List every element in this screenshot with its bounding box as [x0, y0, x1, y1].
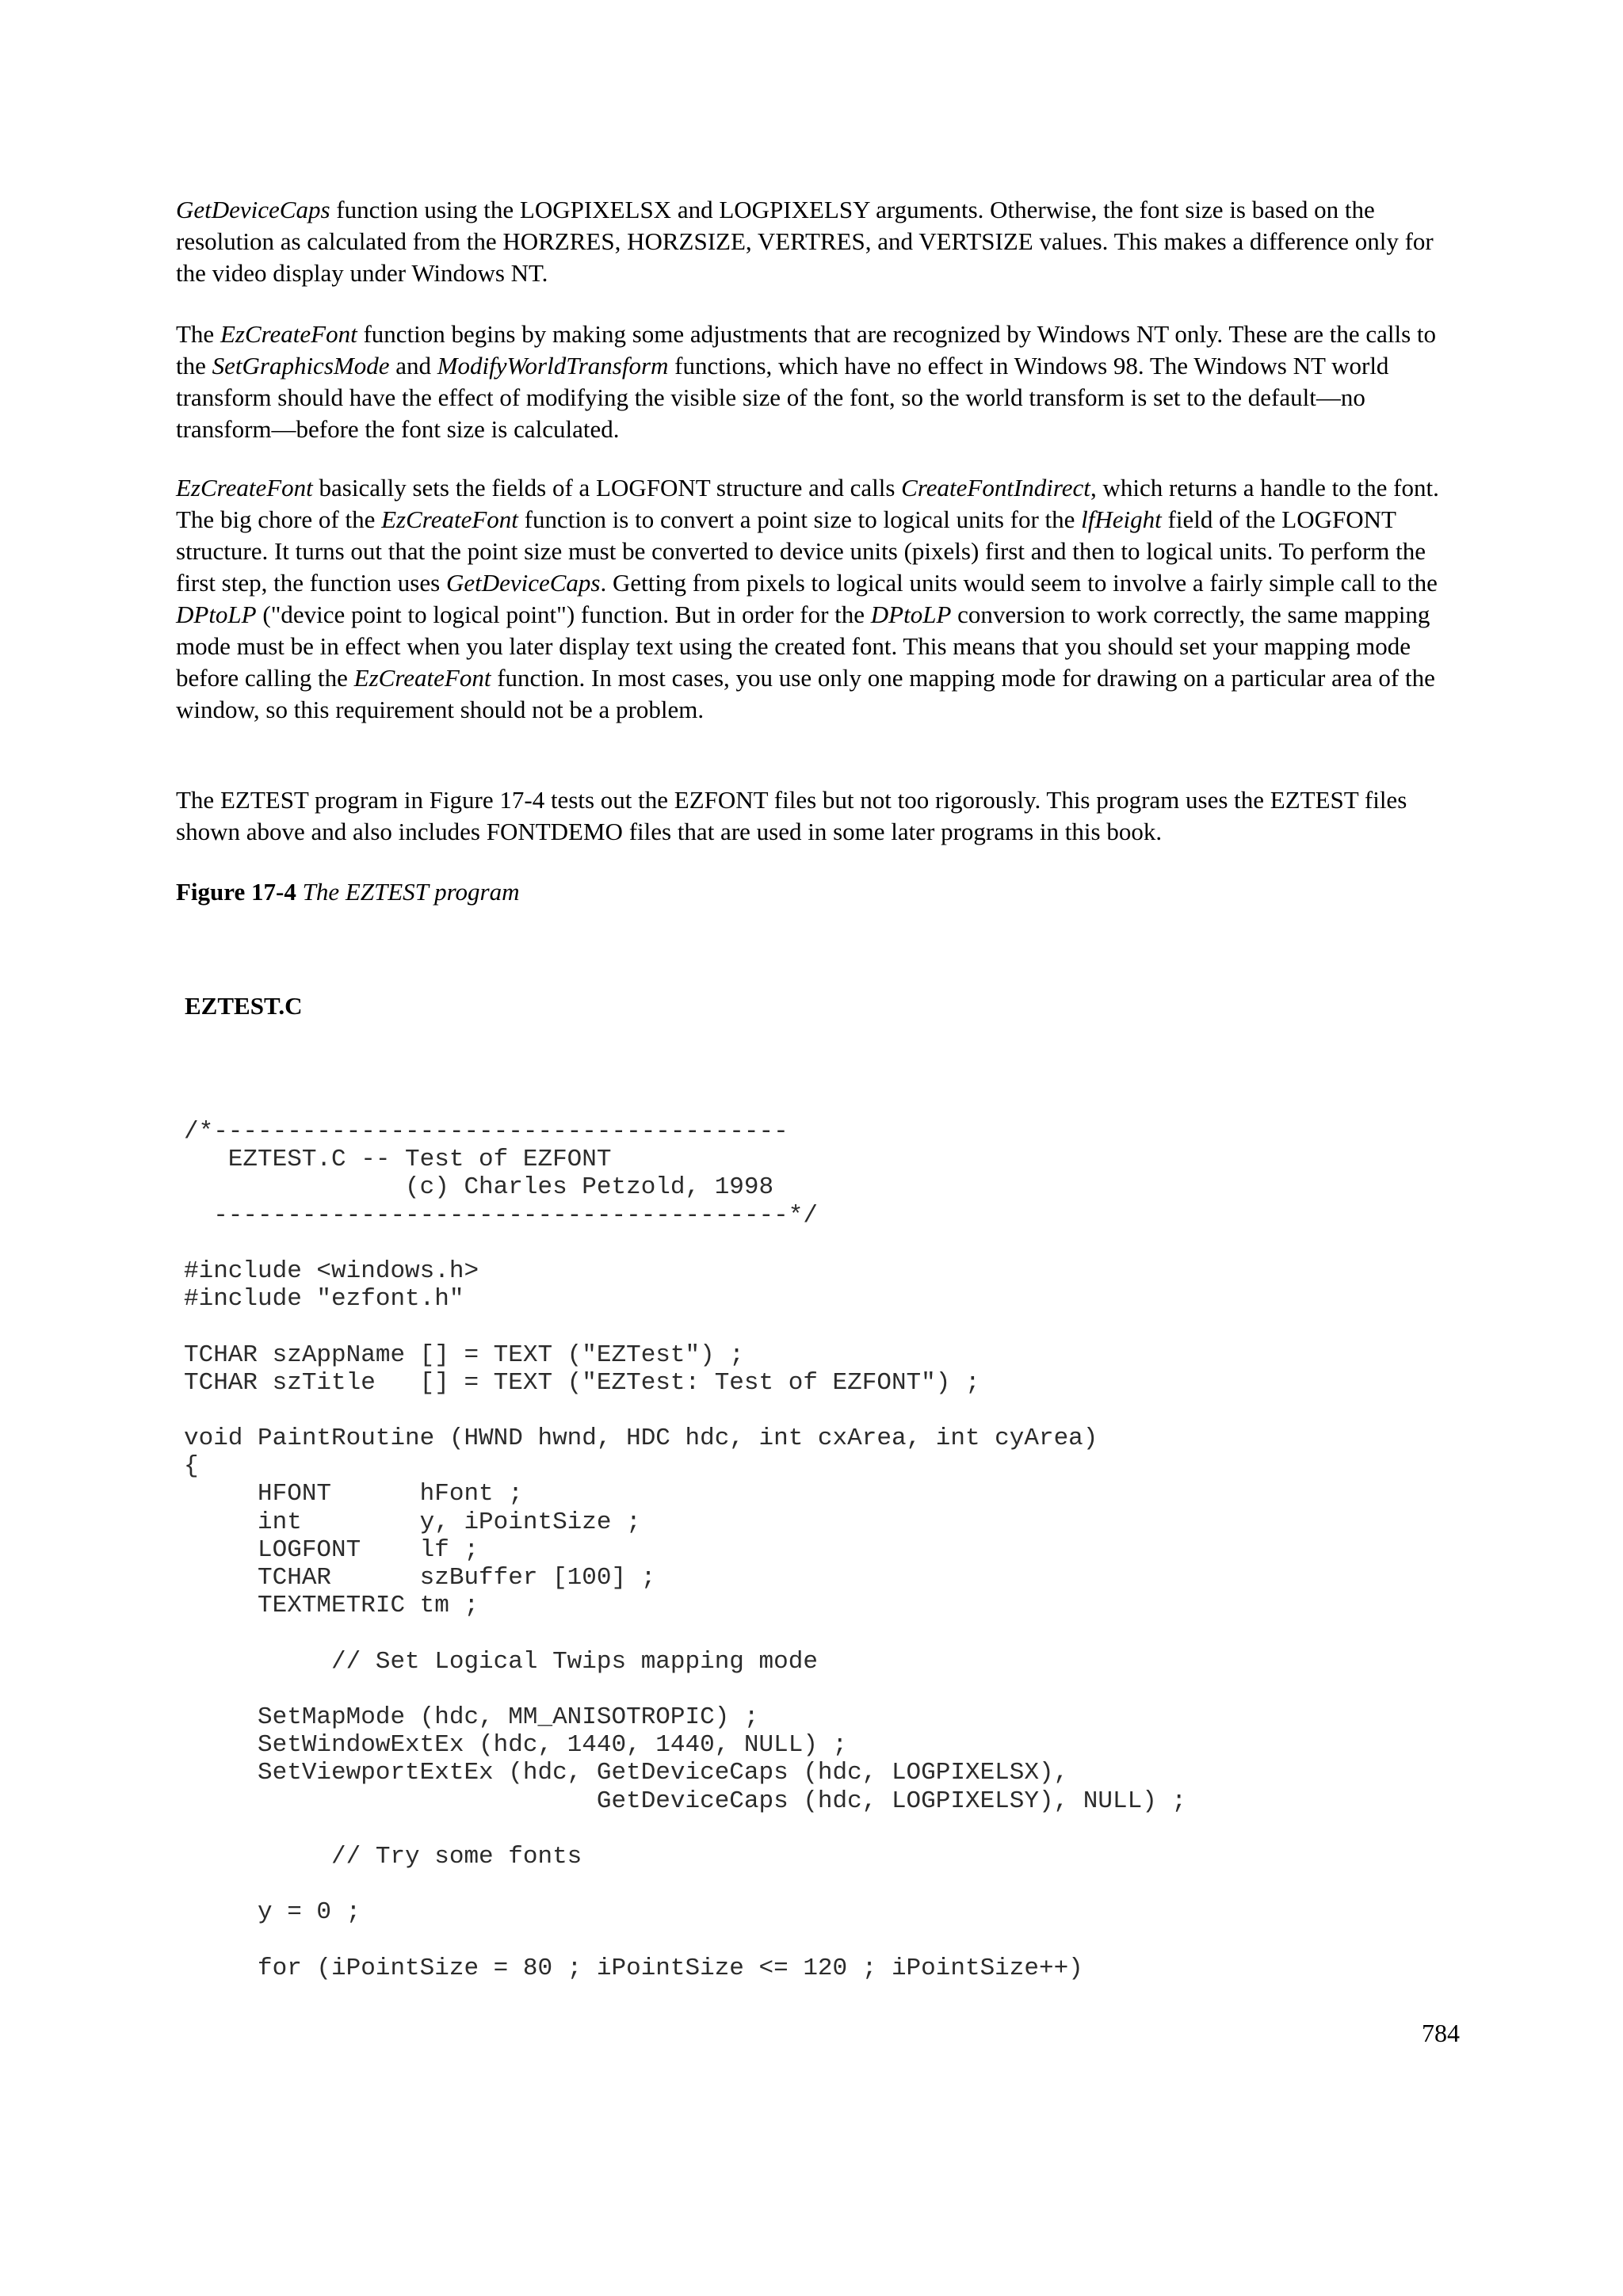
- text-run: , which returns a handle to the font. The big chore of the: [176, 474, 1439, 533]
- italic-term: DPtoLP: [176, 601, 257, 628]
- italic-term: EzCreateFont: [353, 664, 491, 692]
- italic-term: DPtoLP: [870, 601, 952, 628]
- code-filename: EZTEST.C: [185, 992, 303, 1020]
- code-line: EZTEST.C -- Test of EZFONT: [184, 1146, 612, 1174]
- text-run: function begins by making some adjustments that are recognized by Windows NT only. These are the calls to the: [176, 320, 1437, 379]
- code-line: TCHAR szTitle [] = TEXT ("EZTest: Test of EZFONT") ;: [184, 1368, 980, 1397]
- code-line: TCHAR szAppName [] = TEXT ("EZTest") ;: [184, 1341, 744, 1369]
- text-run: The EZTEST program in Figure 17-4 tests out the EZFONT files but not too rigorously. This program uses the EZTEST files shown above and also includes FONTDEMO files that are used in some later programs in this book.: [176, 786, 1407, 845]
- code-line: void PaintRoutine (HWND hwnd, HDC hdc, int cxArea, int cyArea): [184, 1425, 1098, 1453]
- code-line: [184, 1676, 1186, 1703]
- italic-term: GetDeviceCaps: [176, 196, 330, 223]
- paragraph-4: [176, 784, 1460, 848]
- italic-term: SetGraphicsMode: [212, 352, 390, 379]
- code-line: y = 0 ;: [184, 1898, 361, 1927]
- code-line: [184, 1926, 1186, 1954]
- text-run: and: [389, 352, 437, 379]
- text-run: function using the LOGPIXELSX and LOGPIXELSY arguments. Otherwise, the font size is based on the resolution as calculated from the HORZRES, HORZSIZE, VERTRES, and VERTSIZE values. This makes a difference only for the video display under Windows NT.: [176, 196, 1434, 287]
- code-line: LOGFONT lf ;: [184, 1535, 479, 1564]
- paragraph-2: [176, 318, 1460, 445]
- code-line: [184, 1871, 1186, 1898]
- code-line: HFONT hFont ;: [184, 1480, 523, 1508]
- paragraph-1: [176, 194, 1460, 289]
- code-line: #include "ezfont.h": [184, 1285, 464, 1314]
- text-run: . Getting from pixels to logical units would seem to involve a fairly simple call to the: [600, 569, 1438, 597]
- code-line: TEXTMETRIC tm ;: [184, 1592, 479, 1620]
- code-line: SetMapMode (hdc, MM_ANISOTROPIC) ;: [184, 1703, 759, 1731]
- code-line: ---------------------------------------*/: [184, 1201, 818, 1230]
- code-line: [184, 1313, 1186, 1341]
- code-line: [184, 1397, 1186, 1425]
- code-line: // Set Logical Twips mapping mode: [184, 1647, 818, 1676]
- figure-label: Figure 17-4: [176, 878, 296, 906]
- code-line: TCHAR szBuffer [100] ;: [184, 1564, 656, 1592]
- figure-title: The EZTEST program: [302, 878, 520, 906]
- text-run: The: [176, 320, 220, 348]
- paragraph-3: [176, 472, 1460, 726]
- code-line: GetDeviceCaps (hdc, LOGPIXELSY), NULL) ;: [184, 1787, 1187, 1815]
- text-run: function is to convert a point size to logical units for the: [517, 505, 1082, 533]
- italic-term: CreateFontIndirect: [901, 474, 1090, 502]
- page-number: 784: [1422, 2019, 1460, 2047]
- italic-term: EzCreateFont: [381, 505, 518, 533]
- code-line: for (iPointSize = 80 ; iPointSize <= 120 ; iPointSize++): [184, 1954, 1083, 1982]
- italic-term: EzCreateFont: [176, 474, 313, 502]
- text-run: field of the LOGFONT structure. It turns out that the point size must be converted to device units (pixels) first and then to logical units. To perform the first step, the function uses: [176, 505, 1426, 597]
- italic-term: ModifyWorldTransform: [437, 352, 669, 379]
- text-run: ("device point to logical point") function. But in order for the: [256, 601, 871, 628]
- text-run: conversion to work correctly, the same mapping mode must be in effect when you later display text using the created font. This means that you should set your mapping mode before calling the: [176, 601, 1430, 692]
- text-run: function. In most cases, you use only one mapping mode for drawing on a particular area of the window, so this requirement should not be a problem.: [176, 664, 1435, 723]
- code-listing: [184, 1118, 1186, 1982]
- code-line: {: [184, 1452, 199, 1481]
- code-line: #include <windows.h>: [184, 1257, 479, 1285]
- text-run: basically sets the fields of a LOGFONT structure and calls: [312, 474, 902, 502]
- italic-term: GetDeviceCaps: [445, 569, 601, 597]
- code-line: // Try some fonts: [184, 1842, 582, 1871]
- code-line: int y, iPointSize ;: [184, 1508, 641, 1536]
- italic-term: lfHeight: [1081, 505, 1162, 533]
- italic-term: EzCreateFont: [220, 320, 357, 348]
- code-line: SetWindowExtEx (hdc, 1440, 1440, NULL) ;: [184, 1731, 848, 1760]
- code-line: [184, 1815, 1186, 1843]
- code-line: [184, 1230, 1186, 1257]
- text-run: functions, which have no effect in Windows 98. The Windows NT world transform should have the effect of modifying the visible size of the font, so the world transform is set to the default—no transform—before the font size is calculated.: [176, 352, 1389, 443]
- code-line: (c) Charles Petzold, 1998: [184, 1173, 774, 1202]
- code-line: [184, 1619, 1186, 1647]
- code-line: SetViewportExtEx (hdc, GetDeviceCaps (hdc, LOGPIXELSX),: [184, 1759, 1069, 1787]
- figure-caption: [176, 876, 519, 908]
- code-line: /*---------------------------------------: [184, 1118, 789, 1146]
